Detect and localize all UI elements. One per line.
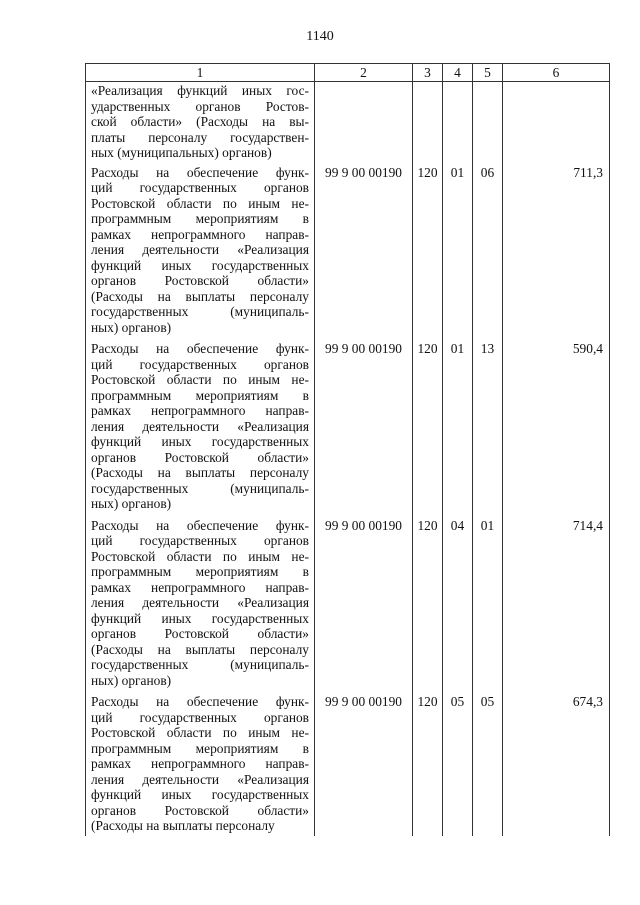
description-line: ных) органов)	[91, 496, 172, 511]
table-row	[86, 514, 610, 691]
description-cell	[86, 82, 315, 161]
target-article-code-cell: 99 9 00 00190	[315, 337, 413, 514]
budget-table	[85, 63, 610, 836]
empty-cell	[413, 82, 443, 161]
subsection-cell: 13	[473, 337, 503, 514]
description-cell	[86, 337, 315, 514]
description-line: Ростовской области по иным не-	[91, 195, 309, 211]
amount-cell: 714,4	[503, 514, 610, 691]
description-line: ций государственных органов	[91, 180, 309, 195]
description-line: ления деятельности «Реализация	[91, 242, 309, 257]
description-line: (Расходы на выплаты персоналу	[91, 465, 309, 480]
table-row	[86, 337, 610, 514]
description-line: государственных (муниципаль-	[91, 657, 309, 672]
description-line: органов Ростовской области»	[91, 449, 309, 465]
amount-cell: 674,3	[503, 690, 610, 836]
description-line: ных) органов)	[91, 672, 172, 688]
subsection-cell: 06	[473, 161, 503, 338]
description-line: ления деятельности «Реализация	[91, 595, 309, 610]
description-line: ций государственных органов	[91, 533, 309, 548]
description-line: Ростовской области по иным не-	[91, 548, 309, 564]
column-header-6: 6	[503, 64, 610, 82]
table-row-continuation	[86, 82, 610, 161]
empty-cell	[315, 82, 413, 161]
empty-cell	[443, 82, 473, 161]
subsection-cell: 05	[473, 690, 503, 836]
section-cell: 01	[443, 161, 473, 338]
description-line: ций государственных органов	[91, 356, 309, 372]
amount-cell: 590,4	[503, 337, 610, 514]
expense-type-cell: 120	[413, 337, 443, 514]
description-line: ления деятельности «Реализация	[91, 418, 309, 434]
description-line: Расходы на обеспечение функ-	[91, 517, 309, 533]
description-line: программным мероприятиям в	[91, 564, 309, 579]
description-line: ных) органов)	[91, 319, 172, 335]
target-article-code-cell: 99 9 00 00190	[315, 514, 413, 691]
description-line: ных (муниципальных) органов)	[91, 145, 272, 160]
section-cell: 01	[443, 337, 473, 514]
description-line: ций государственных органов	[91, 709, 309, 725]
description-cell	[86, 514, 315, 691]
description-line: функций иных государственных	[91, 610, 309, 626]
description-line: программным мероприятиям в	[91, 740, 309, 756]
table-row	[86, 161, 610, 338]
expense-type-cell: 120	[413, 161, 443, 338]
target-article-code-cell: 99 9 00 00190	[315, 161, 413, 338]
description-line: программным мероприятиям в	[91, 387, 309, 403]
table-row	[86, 690, 610, 836]
description-line: государственных (муниципаль-	[91, 480, 309, 496]
empty-cell	[503, 82, 610, 161]
description-line: рамках непрограммного направ-	[91, 403, 309, 418]
description-line: органов Ростовской области»	[91, 626, 309, 641]
description-line: «Реализация функций иных гос-	[91, 83, 309, 98]
target-article-code-cell: 99 9 00 00190	[315, 690, 413, 836]
description-line: функций иных государственных	[91, 434, 309, 449]
description-line: программным мероприятиям в	[91, 211, 309, 226]
description-line: Расходы на обеспечение функ-	[91, 164, 309, 180]
description-line: рамках непрограммного направ-	[91, 226, 309, 242]
column-header-1: 1	[86, 64, 315, 82]
page-number: 1140	[306, 29, 334, 44]
description-line: Ростовской области по иным не-	[91, 372, 309, 387]
description-line: Ростовской области по иным не-	[91, 725, 309, 740]
empty-cell	[473, 82, 503, 161]
description-line: платы персоналу государствен-	[91, 129, 309, 145]
description-line: ударственных органов Ростов-	[91, 98, 309, 114]
expense-type-cell: 120	[413, 690, 443, 836]
section-cell: 05	[443, 690, 473, 836]
description-cell	[86, 690, 315, 836]
description-line: рамках непрограммного направ-	[91, 579, 309, 595]
description-line: рамках непрограммного направ-	[91, 756, 309, 771]
description-line: (Расходы на выплаты персоналу	[91, 288, 309, 304]
description-line: государственных (муниципаль-	[91, 304, 309, 319]
column-header-2: 2	[315, 64, 413, 82]
description-line: (Расходы на выплаты персоналу	[91, 818, 275, 833]
section-cell: 04	[443, 514, 473, 691]
column-header-3: 3	[413, 64, 443, 82]
description-line: функций иных государственных	[91, 257, 309, 273]
amount-cell: 711,3	[503, 161, 610, 338]
description-line: функций иных государственных	[91, 787, 309, 802]
header-row	[86, 64, 610, 82]
description-line: Расходы на обеспечение функ-	[91, 694, 309, 709]
description-line: органов Ростовской области»	[91, 273, 309, 288]
description-line: органов Ростовской области»	[91, 802, 309, 818]
expense-type-cell: 120	[413, 514, 443, 691]
description-cell	[86, 161, 315, 338]
description-line: ской области» (Расходы на вы-	[91, 114, 309, 129]
column-header-4: 4	[443, 64, 473, 82]
subsection-cell: 01	[473, 514, 503, 691]
description-line: (Расходы на выплаты персоналу	[91, 641, 309, 657]
description-line: Расходы на обеспечение функ-	[91, 341, 309, 356]
column-header-5: 5	[473, 64, 503, 82]
description-line: ления деятельности «Реализация	[91, 771, 309, 787]
